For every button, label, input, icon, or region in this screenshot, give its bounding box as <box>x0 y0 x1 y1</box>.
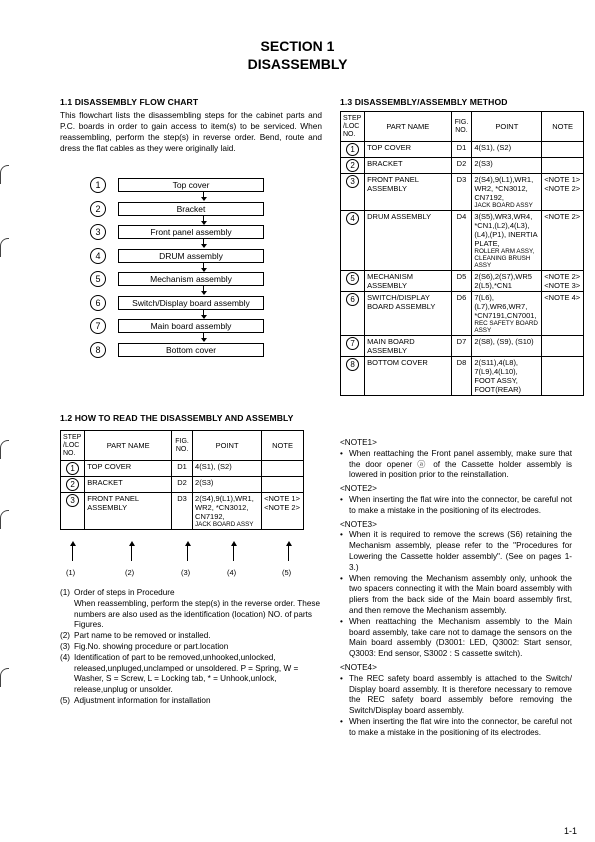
flow-step-number: 2 <box>90 201 106 217</box>
note-cell: <NOTE 4> <box>542 292 584 336</box>
fig-cell: D3 <box>172 493 193 530</box>
point-text: 2(S4),9(L1),WR1, WR2, *CN3012, CN7192, <box>474 175 534 202</box>
table-row <box>341 271 584 292</box>
pointer-label: (5) <box>282 568 292 577</box>
table-row <box>341 158 584 174</box>
note-bullet <box>340 717 572 739</box>
step-cell <box>341 158 365 174</box>
point-subtext: ROLLER ARM ASSY, CLEANING BRUSH ASSY <box>474 248 535 269</box>
table-row <box>341 174 584 211</box>
fig-cell: D2 <box>451 158 472 174</box>
note-heading: <NOTE1> <box>340 438 377 447</box>
point-text: 2(S4),9(L1),WR1, WR2, *CN3012, CN7192, <box>195 494 254 521</box>
flow-step-number: 6 <box>90 295 106 311</box>
part-name-cell: FRONT PANEL ASSEMBLY <box>85 493 172 530</box>
flow-step-box: Front panel assembly <box>118 225 264 239</box>
flow-step-box: Switch/Display board assembly <box>118 296 264 310</box>
fig-cell: D2 <box>172 477 193 493</box>
heading-1-2: 1.2 HOW TO READ THE DISASSEMBLY AND ASSEMBLY <box>60 413 294 423</box>
notes-section <box>340 435 572 739</box>
legend-key: (1) <box>60 588 71 597</box>
note-cell <box>262 477 304 493</box>
col-fig: FIG. NO. <box>172 431 193 461</box>
method-table <box>340 111 584 396</box>
note-heading: <NOTE2> <box>340 484 377 494</box>
note-cell <box>542 357 584 396</box>
note-cell: <NOTE 2> <NOTE 3> <box>542 271 584 292</box>
flow-step-number: 4 <box>90 248 106 264</box>
note-bullet <box>340 617 572 660</box>
step-number: 2 <box>346 159 359 172</box>
legend-key: (5) <box>60 695 71 705</box>
pointer-label: (3) <box>181 568 191 577</box>
legend-item <box>60 588 322 599</box>
note-cell <box>542 336 584 357</box>
table-row <box>341 357 584 396</box>
flow-step-number: 7 <box>90 318 106 334</box>
pointer-label: (2) <box>125 568 135 577</box>
part-name-cell: BRACKET <box>365 158 451 174</box>
point-text: 2(S3) <box>195 478 214 487</box>
note-heading: <NOTE4> <box>340 662 377 672</box>
margin-mark <box>0 668 9 687</box>
bullet-glyph: • <box>340 494 343 504</box>
pointer-label: (1) <box>66 568 76 577</box>
flowchart-intro: This flowchart lists the disassembling steps for the cabinet parts and P.C. boards in order to gain access to item(s) to be serviced. When reassembling, perform the step(s) in reverse order. Bend, route and dress the flat cables as they were originally laid. <box>60 110 322 153</box>
note-bullet <box>340 674 572 717</box>
legend-item <box>60 642 322 653</box>
step-number: 2 <box>66 478 79 491</box>
legend-text: Part name to be removed or installed. <box>74 631 211 641</box>
fig-cell: D8 <box>451 357 472 396</box>
step-number: 3 <box>346 175 359 188</box>
col-step: STEP /LOC NO. <box>341 112 365 142</box>
legend-text: Order of steps in Procedure <box>74 588 175 597</box>
margin-mark <box>0 510 9 529</box>
note-text: When inserting the flat wire into the connector, be careful not to make a mistake in the positioning of its electrodes. <box>349 494 572 515</box>
point-text: 7(L6),(L7),WR6,WR7, *CN7191,CN7001, <box>474 293 537 320</box>
col-part: PART NAME <box>365 112 451 142</box>
note-text: When removing the Mechanism assembly only, unhook the two spacers connecting it with the Main board assembly with pliers from the back side of the Main board assembly first, and then remove the Mechanism assembly. <box>349 573 572 615</box>
flow-arrow <box>203 333 204 341</box>
legend-item <box>60 631 322 642</box>
step-cell <box>341 142 365 158</box>
fig-cell: D1 <box>451 142 472 158</box>
section-subtitle: DISASSEMBLY <box>247 56 348 72</box>
flow-arrow <box>203 216 204 224</box>
note-text: When reattaching the Mechanism assembly to the Main board assembly, take care not to damage the sensors on the Main board assembly (D3001: LED, Q3002: Start sensor, Q3003: End sensor, S3002 : S cassette switch). <box>349 616 572 659</box>
note-cell: <NOTE 2> <box>542 211 584 271</box>
table-row <box>61 477 304 493</box>
bullet-glyph: • <box>340 573 343 583</box>
point-text: 3(S5),WR3,WR4, *CN1,(L2),4(L3), (L4),(P1), INERTIA PLATE, <box>474 212 538 248</box>
part-name-cell: MAIN BOARD ASSEMBLY <box>365 336 451 357</box>
flow-arrow <box>203 239 204 247</box>
point-cell <box>193 493 262 530</box>
note-cell: <NOTE 1> <NOTE 2> <box>262 493 304 530</box>
heading-1-1: 1.1 DISASSEMBLY FLOW CHART <box>60 97 199 107</box>
point-cell <box>472 211 542 271</box>
col-note: NOTE <box>542 112 584 142</box>
point-subtext: REC SAFETY BOARD ASSY <box>474 320 538 334</box>
part-name-cell: BOTTOM COVER <box>365 357 451 396</box>
bullet-glyph: • <box>340 530 343 540</box>
note-cell <box>262 461 304 477</box>
fig-cell: D3 <box>451 174 472 211</box>
legend-text: When reassembling, perform the step(s) in the reverse order. These numbers are also used as the identification (location) NO. of parts Figures. <box>74 598 321 630</box>
point-subtext: JACK BOARD ASSY <box>474 202 533 209</box>
bullet-glyph: • <box>340 716 343 726</box>
part-name-cell: TOP COVER <box>365 142 451 158</box>
point-text: 4(S1), (S2) <box>195 462 232 471</box>
note-cell: <NOTE 1> <NOTE 2> <box>542 174 584 211</box>
step-number: 7 <box>346 337 359 350</box>
margin-mark <box>0 440 9 459</box>
margin-mark <box>0 165 9 184</box>
point-text: 2(S6),2(S7),WR5 2(L5),*CN1 <box>474 272 532 290</box>
margin-mark <box>0 238 9 257</box>
point-cell <box>472 292 542 336</box>
fig-cell: D7 <box>451 336 472 357</box>
legend-key: (3) <box>60 641 71 651</box>
table-row <box>341 336 584 357</box>
point-text: 4(S1), (S2) <box>474 143 512 152</box>
flow-step-box: Bottom cover <box>118 343 264 357</box>
step-cell <box>341 174 365 211</box>
point-text: 2(S8), (S9), (S10) <box>474 337 534 346</box>
col-point: POINT <box>472 112 542 142</box>
point-cell <box>472 336 542 357</box>
part-name-cell: SWITCH/DISPLAY BOARD ASSEMBLY <box>365 292 451 336</box>
legend-text: Adjustment information for installation <box>74 695 211 705</box>
heading-1-3: 1.3 DISASSEMBLY/ASSEMBLY METHOD <box>340 97 508 107</box>
flow-step-box: Bracket <box>118 202 264 216</box>
legend-list <box>60 588 322 707</box>
legend-item <box>60 696 322 707</box>
table-row <box>61 493 304 530</box>
page-number: 1-1 <box>563 826 577 836</box>
pointer-arrow <box>131 545 132 561</box>
step-number: 1 <box>346 143 359 156</box>
point-text: 2(S11),4(L8), 7(L9),4(L10), FOOT ASSY, FOOT(REAR) <box>474 358 522 394</box>
note-bullet <box>340 449 572 481</box>
step-cell <box>341 357 365 396</box>
flow-arrow <box>203 192 204 200</box>
note-bullet <box>340 574 572 617</box>
point-subtext: JACK BOARD ASSY <box>195 521 254 528</box>
step-cell <box>341 292 365 336</box>
fig-cell: D6 <box>451 292 472 336</box>
legend-key: (4) <box>60 652 71 662</box>
part-name-cell: DRUM ASSEMBLY <box>365 211 451 271</box>
note-bullet <box>340 530 572 573</box>
pointer-arrow <box>288 545 289 561</box>
point-text: 2(S3) <box>474 159 493 168</box>
point-cell <box>472 158 542 174</box>
step-cell <box>61 461 85 477</box>
step-cell <box>61 493 85 530</box>
point-cell <box>193 461 262 477</box>
col-point: POINT <box>193 431 262 461</box>
col-note: NOTE <box>262 431 304 461</box>
note-cell <box>542 142 584 158</box>
step-cell <box>341 211 365 271</box>
fig-cell: D4 <box>451 211 472 271</box>
note-text: The REC safety board assembly is attached to the Switch/ Display board assembly. It is therefore necessary to remove the REC safety board assembly before removing the Switch/Display board assembly. <box>349 673 572 716</box>
table-row <box>341 292 584 336</box>
bullet-glyph: • <box>340 673 343 683</box>
step-number: 6 <box>346 293 359 306</box>
point-cell <box>472 271 542 292</box>
flow-arrow <box>203 286 204 294</box>
table-row <box>61 461 304 477</box>
legend-text: Fig.No. showing procedure or part.location <box>74 641 229 651</box>
legend-item <box>60 653 322 696</box>
note-text: When it is required to remove the screws (S6) retaining the Mechanism assembly, please refer to the "Procedures for Lowering the Cassette holder assembly". (See on pages 1-3.) <box>349 530 572 572</box>
point-cell <box>193 477 262 493</box>
point-cell <box>472 142 542 158</box>
step-cell <box>341 336 365 357</box>
pointer-arrow <box>72 545 73 561</box>
table-row <box>341 211 584 271</box>
bullet-glyph: • <box>340 616 343 626</box>
flow-step-box: Top cover <box>118 178 264 192</box>
step-number: 3 <box>66 494 79 507</box>
flow-arrow <box>203 263 204 271</box>
note-bullet <box>340 495 572 517</box>
legend-text: Identification of part to be removed,unhooked,unlocked, released,unpluged,unclamped or unsoldered. P = Spring, W = Washer, S = Screw, L = Locking tab, * = Unhook,unlock, release,unplug or unsolder. <box>74 652 299 695</box>
step-cell <box>61 477 85 493</box>
note-text: When reattaching the Front panel assembly, make sure that the door opener ⓐ of the Cassette holder assembly is lowered in position prior to the reinstallation. <box>349 448 572 480</box>
fig-cell: D1 <box>172 461 193 477</box>
step-number: 1 <box>66 462 79 475</box>
pointer-arrow <box>233 545 234 561</box>
pointer-arrow <box>187 545 188 561</box>
step-number: 4 <box>346 212 359 225</box>
col-fig: FIG. NO. <box>451 112 472 142</box>
part-name-cell: FRONT PANEL ASSEMBLY <box>365 174 451 211</box>
note-text: When inserting the flat wire into the connector, be careful not to make a mistake in the positioning of its electrodes. <box>349 716 572 737</box>
col-part: PART NAME <box>85 431 172 461</box>
point-cell <box>472 174 542 211</box>
legend-key <box>60 599 74 631</box>
flow-step-box: Main board assembly <box>118 319 264 333</box>
part-name-cell: BRACKET <box>85 477 172 493</box>
pointer-label: (4) <box>227 568 237 577</box>
part-name-cell: MECHANISM ASSEMBLY <box>365 271 451 292</box>
part-name-cell: TOP COVER <box>85 461 172 477</box>
example-table <box>60 430 304 530</box>
fig-cell: D5 <box>451 271 472 292</box>
point-cell <box>472 357 542 396</box>
flow-step-box: DRUM assembly <box>118 249 264 263</box>
note-cell <box>542 158 584 174</box>
step-number: 5 <box>346 272 359 285</box>
bullet-glyph: • <box>340 448 343 458</box>
flow-step-number: 3 <box>90 224 106 240</box>
legend-key: (2) <box>60 631 71 641</box>
note-heading: <NOTE3> <box>340 519 377 529</box>
flow-step-number: 8 <box>90 342 106 358</box>
flow-step-number: 1 <box>90 177 106 193</box>
flow-step-box: Mechanism assembly <box>118 272 264 286</box>
section-title: SECTION 1 <box>260 38 335 54</box>
flow-step-number: 5 <box>90 271 106 287</box>
step-cell <box>341 271 365 292</box>
col-step: STEP /LOC NO. <box>61 431 85 461</box>
step-number: 8 <box>346 358 359 371</box>
flow-arrow <box>203 310 204 318</box>
legend-item <box>60 599 322 631</box>
table-row <box>341 142 584 158</box>
